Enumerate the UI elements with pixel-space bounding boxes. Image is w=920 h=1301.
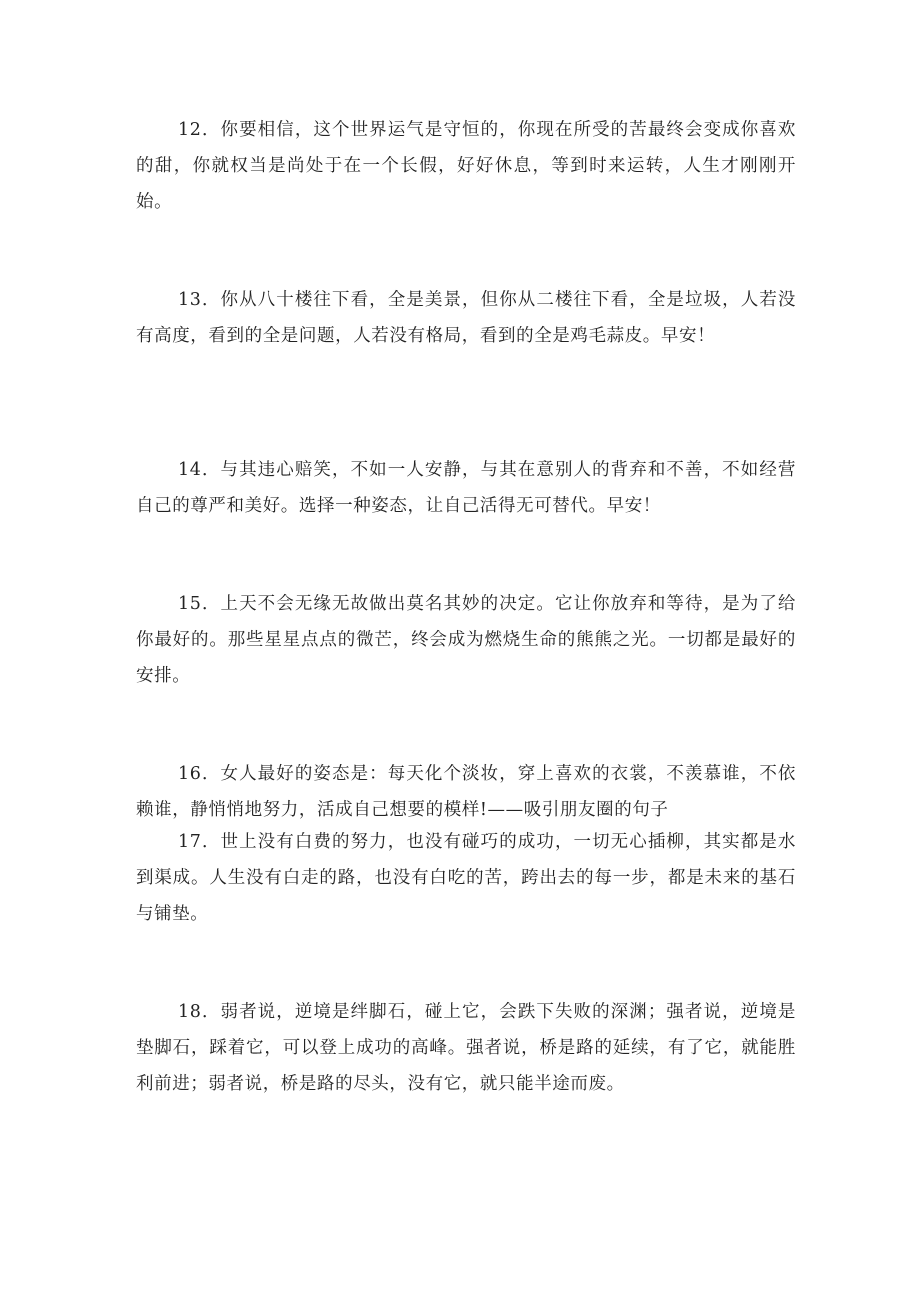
quote-paragraph-18: 18．弱者说，逆境是绊脚石，碰上它，会跌下失败的深渊；强者说，逆境是垫脚石，踩着它，可以登上成功的高峰。强者说，桥是路的延续，有了它，就能胜利前进；弱者说，桥是路的尽头，没有它，就只能半途而废。 <box>136 1002 796 1094</box>
quote-paragraph-14: 14．与其违心赔笑，不如一人安静，与其在意别人的背弃和不善，不如经营自己的尊严和美好。选择一种姿态，让自己活得无可替代。早安！ <box>136 460 796 516</box>
quote-paragraph-13: 13．你从八十楼往下看，全是美景，但你从二楼往下看，全是垃圾，人若没有高度，看到的全是问题，人若没有格局，看到的全是鸡毛蒜皮。早安！ <box>136 290 796 346</box>
quote-paragraph-15: 15．上天不会无缘无故做出莫名其妙的决定。它让你放弃和等待，是为了给你最好的。那些星星点点的微芒，终会成为燃烧生命的熊熊之光。一切都是最好的安排。 <box>136 594 796 686</box>
quote-paragraph-16: 16．女人最好的姿态是：每天化个淡妆，穿上喜欢的衣裳，不羡慕谁，不依赖谁，静悄悄地努力，活成自己想要的模样!——吸引朋友圈的句子 <box>136 764 796 820</box>
quote-paragraph-17: 17．世上没有白费的努力，也没有碰巧的成功，一切无心插柳，其实都是水到渠成。人生没有白走的路，也没有白吃的苦，跨出去的每一步，都是未来的基石与铺垫。 <box>136 832 796 924</box>
quote-paragraph-12: 12．你要相信，这个世界运气是守恒的，你现在所受的苦最终会变成你喜欢的甜，你就权当是尚处于在一个长假，好好休息，等到时来运转，人生才刚刚开始。 <box>136 120 796 212</box>
